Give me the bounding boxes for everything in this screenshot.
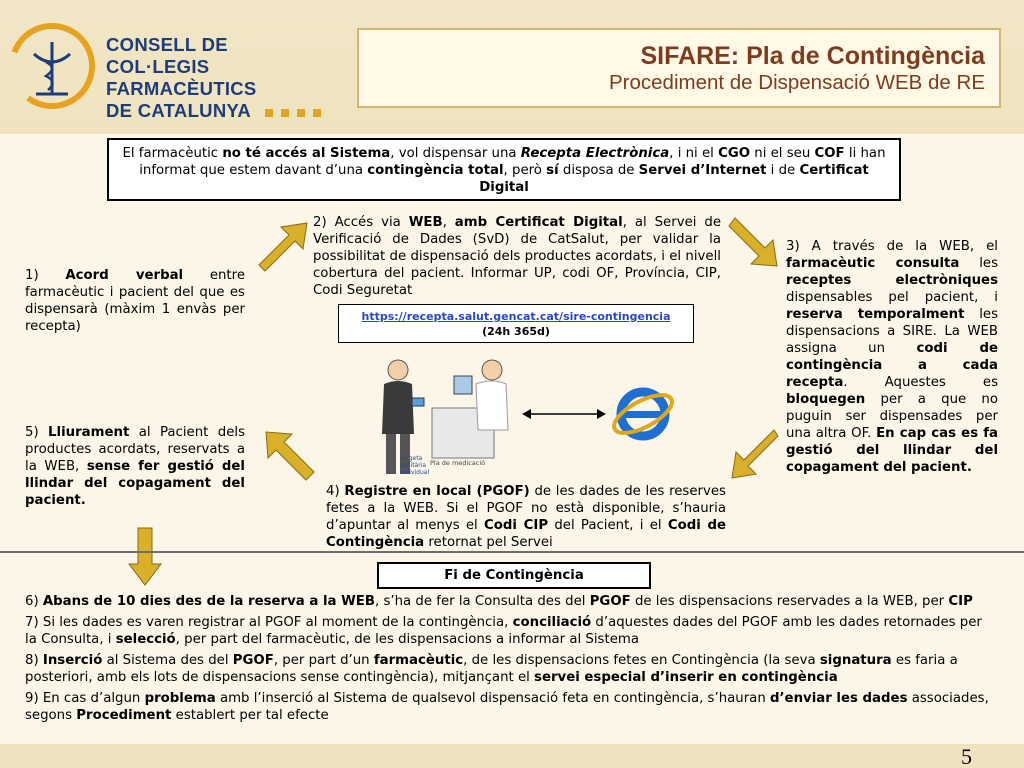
arrow-up-right-icon <box>255 221 311 271</box>
org-name-line3: DE CATALUNYA <box>106 100 252 121</box>
step-text: retornat pel Servei <box>424 535 553 550</box>
pharmacist-head-icon <box>482 360 502 380</box>
step-1 <box>25 267 245 335</box>
step-bold: En cap cas es fa gestió del llindar del copagament del pacient. <box>786 426 998 475</box>
step-bold: PGOF <box>589 594 631 609</box>
step-text: . Aquestes es <box>843 375 998 390</box>
step-text: de les dispensacions reservades a la WEB, per <box>630 594 949 609</box>
step-bold: Acord verbal <box>65 268 184 283</box>
step-6 <box>25 593 995 610</box>
title-box <box>357 28 1001 108</box>
step-bold: signatura <box>819 653 892 668</box>
step-text: de les dades de les reserves fetes a la WEB. Si el PGOF no està disponible, s’hauria d’apuntar al menys el <box>326 484 726 533</box>
logo <box>6 20 356 121</box>
end-contingency-box: Fi de Contingència <box>377 562 651 589</box>
step-text: d’aquestes dades del PGOF amb les dades retornades per la Consulta, i <box>25 615 982 647</box>
step-text: 8) <box>25 653 43 668</box>
intro-text: El farmacèutic <box>122 146 223 161</box>
step-4 <box>326 483 726 551</box>
step-bold: farmacèutic <box>373 653 464 668</box>
step-bold: selecció <box>115 632 176 647</box>
intro-text: , però <box>503 163 547 178</box>
intro-text: , vol dispensar una <box>390 146 521 161</box>
step-bold: sense fer gestió del llindar del copagament del pacient. <box>25 459 245 508</box>
step-3 <box>786 238 998 476</box>
step-text: , s’ha de fer la Consulta des del <box>375 594 590 609</box>
internet-explorer-icon <box>610 383 676 445</box>
intro-bold: contingència total <box>367 163 504 178</box>
double-arrow-icon <box>522 404 606 424</box>
step-bold: Codi CIP <box>484 518 549 533</box>
logo-dots <box>265 100 329 122</box>
step-text: 3) A través de la WEB, el <box>786 239 998 254</box>
page-number: 5 <box>961 744 972 768</box>
section-divider <box>0 551 1024 553</box>
step-9 <box>25 690 995 724</box>
intro-bold: Servei d’Internet <box>638 163 767 178</box>
page-title: SIFARE: Pla de Contingència <box>640 42 985 70</box>
step-text: del Pacient, i el <box>548 518 668 533</box>
step-text: , <box>442 215 455 230</box>
org-name-line1: CONSELL DE <box>106 34 228 55</box>
step-text: 4) <box>326 484 345 499</box>
pharmacist-body-icon <box>476 381 508 430</box>
step-text: al Pacient dels productes acordats, reservats a la WEB, <box>25 425 245 474</box>
step-bold: conciliació <box>512 615 592 630</box>
patient-body-icon <box>382 381 414 434</box>
step-text: 7) Si les dades es varen registrar al PGOF al moment de la contingència, <box>25 615 513 630</box>
step-7 <box>25 614 995 648</box>
contingency-url-link[interactable]: https://recepta.salut.gencat.cat/sire-contingencia <box>361 310 671 323</box>
health-card-label: Targeta sanitària individual <box>400 455 430 476</box>
health-card-icon <box>412 398 424 406</box>
step-bold: receptes electròniques <box>786 273 998 288</box>
step-bold: amb Certificat Digital <box>454 215 623 230</box>
step-text: al Sistema des del <box>102 653 233 668</box>
step-bold: Abans de 10 dies des de la reserva a la WEB <box>42 594 375 609</box>
footer-band <box>0 744 1024 768</box>
arrow-down-left-icon <box>730 430 782 480</box>
step-text: , de les dispensacions fetes en Contingència (la seva <box>463 653 820 668</box>
step-bold: CIP <box>948 594 973 609</box>
step-bold: Registre en local (PGOF) <box>344 484 530 499</box>
step-text: amb l’inserció al Sistema de qualsevol dispensació feta en contingència, s’hauran <box>215 691 770 706</box>
page-subtitle: Procediment de Dispensació WEB de RE <box>608 71 985 94</box>
arrow-up-left-icon <box>262 432 318 480</box>
monitor-icon <box>454 376 472 394</box>
step-text: establert per tal efecte <box>171 708 329 723</box>
intro-bold-italic: Recepta Electrònica <box>520 146 670 161</box>
step-text: associades, segons <box>25 691 989 723</box>
step-bold: servei especial d’inserir en contingència <box>534 670 838 685</box>
step-text: les dispensacions a SIRE. La WEB assigna un <box>786 307 998 356</box>
arrow-down-right-icon <box>725 216 781 268</box>
step-bold: Procediment <box>76 708 172 723</box>
step-text: 2) Accés via <box>313 215 409 230</box>
intro-bold: sí <box>546 163 559 178</box>
step-text: per a que no puguin ser dispensades per una altra OF. <box>786 392 998 441</box>
intro-text: , i ni el <box>669 146 719 161</box>
arrow-down-icon <box>128 528 162 586</box>
step-text: 9) En cas d’algun <box>25 691 145 706</box>
step-text: es faria a posteriori, amb els lots de dispensacions sense contingència), mitjançant el <box>25 653 958 685</box>
caduceus-logo-icon <box>6 20 98 112</box>
org-name-line2: COL·LEGIS FARMACÈUTICS <box>106 56 257 99</box>
step-bold: WEB <box>408 215 443 230</box>
step-text: dispensables pel pacient, i <box>786 290 998 305</box>
pharmacy-illustration <box>370 350 520 485</box>
after-steps-list <box>25 593 995 728</box>
intro-text: disposa de <box>558 163 639 178</box>
availability-label: (24h 365d) <box>482 325 550 338</box>
step-text: 6) <box>25 594 43 609</box>
intro-text: i de <box>766 163 800 178</box>
step-bold: Inserció <box>42 653 103 668</box>
step-text: , per part d’un <box>273 653 374 668</box>
url-box <box>338 304 694 343</box>
step-bold: problema <box>144 691 216 706</box>
step-bold: PGOF <box>232 653 274 668</box>
step-text: les <box>959 256 998 271</box>
step-5 <box>25 424 245 509</box>
intro-text: li han informat que estem davant d’una <box>139 146 886 178</box>
step-bold: d’enviar les dades <box>769 691 908 706</box>
step-text: 5) <box>25 425 49 440</box>
step-text: 1) <box>25 268 66 283</box>
medication-plan-label: Pla de medicació <box>430 459 486 467</box>
step-bold: farmacèutic consulta <box>786 256 960 271</box>
intro-bold: CGO <box>718 146 751 161</box>
step-bold: codi de contingència a cada recepta <box>786 341 998 390</box>
intro-bold: Certificat Digital <box>479 163 869 195</box>
step-text: entre farmacèutic i pacient del que es dispensarà (màxim 1 envàs per recepta) <box>25 268 245 334</box>
patient-head-icon <box>388 360 408 380</box>
intro-text: ni el seu <box>750 146 815 161</box>
intro-bold: no té accés al Sistema <box>222 146 391 161</box>
step-text: , per part del farmacèutic, de les dispensacions a informar al Sistema <box>175 632 639 647</box>
step-bold: Lliurament <box>48 425 130 440</box>
step-text: , al Servei de Verificació de Dades (SvD) de CatSalut, per validar la possibilitat de dispensació dels productes acordats, i el nivell cobertura del pacient. Informar UP, codi OF, Província, CIP, Codi Seguretat <box>313 215 721 298</box>
step-bold: bloquegen <box>786 392 866 407</box>
step-8 <box>25 652 995 686</box>
intro-bold: COF <box>814 146 845 161</box>
step-bold: Codi de Contingència <box>326 518 726 550</box>
step-bold: reserva temporalment <box>786 307 965 322</box>
intro-box <box>107 138 901 201</box>
step-2 <box>313 214 721 299</box>
